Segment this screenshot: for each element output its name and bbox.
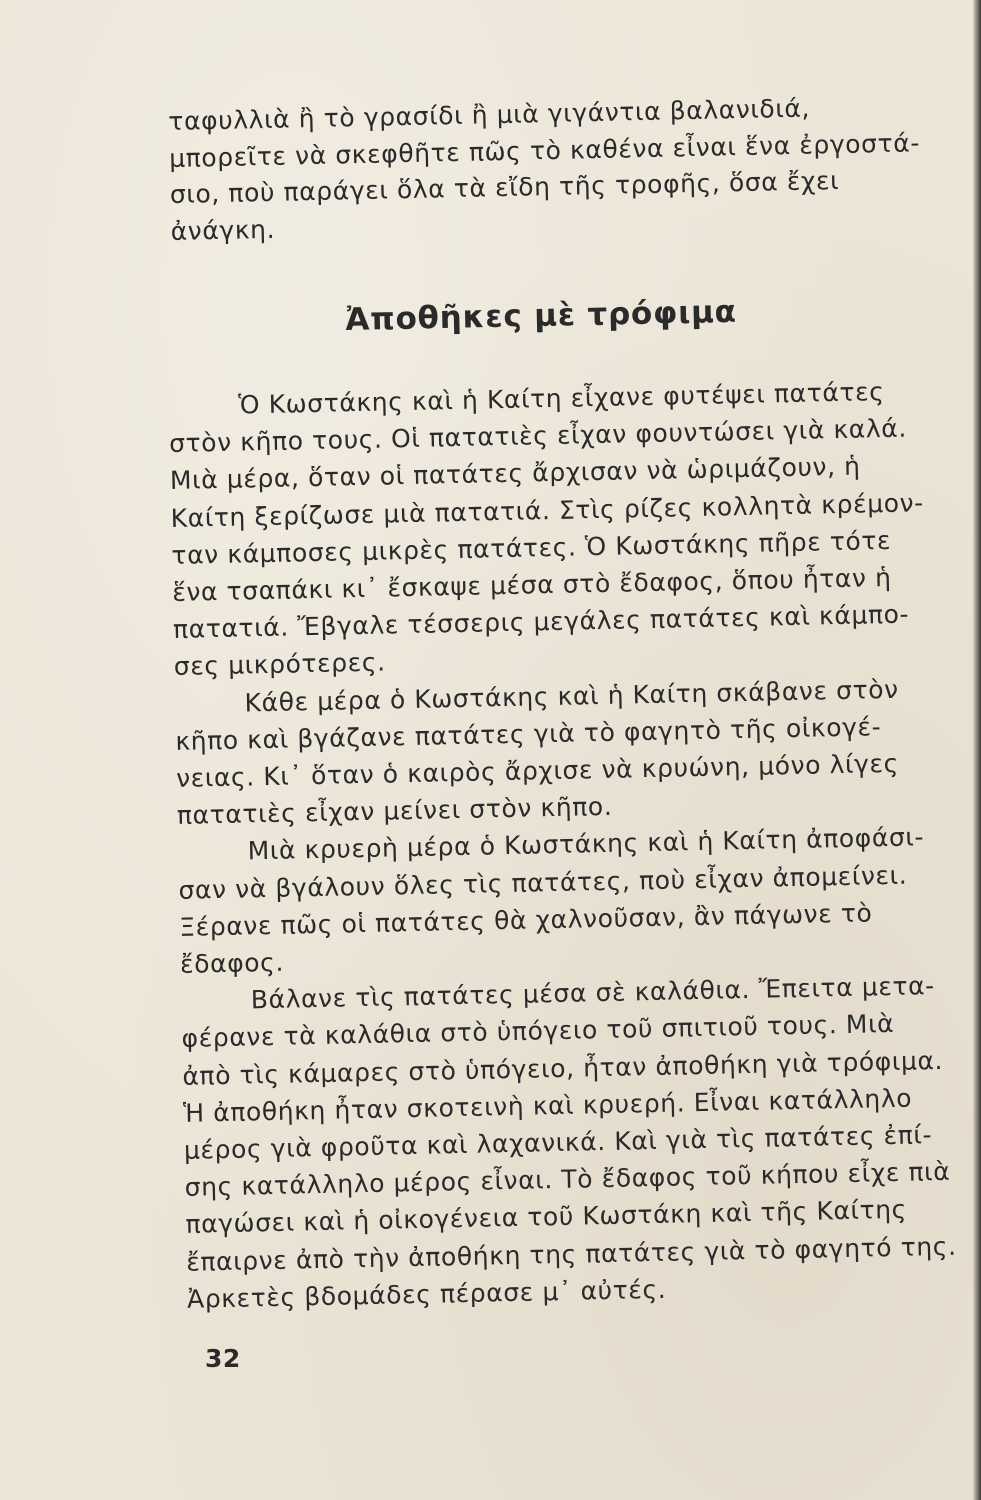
text-line: ἀνάγκη. (170, 214, 276, 246)
page-edge-shadow (973, 0, 981, 1500)
text-line: Μιὰ κρυερὴ μέρα ὁ Κωστάκης καὶ ἡ Καίτη ἀποφάσι- (247, 822, 925, 866)
body-text (168, 372, 957, 1318)
text-line: μπορεῖτε νὰ σκεφθῆτε πῶς τὸ καθένα εἶναι ἕνα ἐργοστά- (168, 127, 921, 173)
text-line: ταν κάμποσες μικρὲς πατάτες. Ὁ Κωστάκης πῆρε τότε (171, 525, 892, 570)
text-line: παγώσει καὶ ἡ οἰκογένεια τοῦ Κωστάκη καὶ τῆς Καίτης (185, 1195, 908, 1240)
text-line: πατατιά. Ἔβγαλε τέσσερις μεγάλες πατάτες καὶ κάμπο- (172, 599, 910, 645)
text-line: Ἀρκετὲς βδομάδες πέρασε μ᾽ αὐτές. (186, 1274, 667, 1314)
text-line: Ξέρανε πῶς οἱ πατάτες θὰ χαλνοῦσαν, ἂν πάγωνε τὸ (178, 898, 873, 942)
text-line: Βάλανε τὶς πατάτες μέσα σὲ καλάθια. Ἔπειτα μετα- (250, 971, 936, 1015)
text-line: ἀπὸ τὶς κάμαρες στὸ ὑπόγειο, ἦταν ἀποθήκη γιὰ τρόφιμα. (182, 1045, 944, 1091)
text-line: Ἡ ἀποθήκη ἦταν σκοτεινὴ καὶ κρυερή. Εἶναι κατάλληλο (182, 1083, 913, 1128)
text-line: ταφυλλιὰ ἢ τὸ γρασίδι ἢ μιὰ γιγάντια βαλανιδιά, (168, 93, 811, 136)
text-line: φέρανε τὰ καλάθια στὸ ὑπόγειο τοῦ σπιτιοῦ τους. Μιὰ (181, 1009, 895, 1054)
text-line: Μιὰ μέρα, ὅταν οἱ πατάτες ἄρχισαν νὰ ὡριμάζουν, ἡ (169, 451, 861, 496)
text-line: Κάθε μέρα ὁ Κωστάκης καὶ ἡ Καίτη σκάβανε στὸν (244, 674, 899, 718)
text-line: μέρος γιὰ φροῦτα καὶ λαχανικά. Καὶ γιὰ τὶς πατάτες ἐπί- (183, 1120, 933, 1165)
text-line: ἔδαφος. (179, 947, 285, 979)
intro-paragraph (168, 88, 931, 250)
page-number: 32 (205, 1344, 241, 1373)
text-line: ἕνα τσαπάκι κι᾽ ἔσκαψε μέσα στὸ ἔδαφος, ὅπου ἦταν ἡ (171, 562, 892, 607)
text-line: νειας. Κι᾽ ὅταν ὁ καιρὸς ἄρχισε νὰ κρυώνη, μόνο λίγες (175, 748, 900, 793)
section-heading: Ἀποθῆκες μὲ τρόφιμα (345, 293, 738, 338)
text-line: σαν νὰ βγάλουν ὅλες τὶς πατάτες, ποὺ εἶχαν ἀπομείνει. (178, 860, 908, 905)
text-line: σες μικρότερες. (173, 647, 386, 682)
text-line: Ὁ Κωστάκης καὶ ἡ Καίτη εἶχανε φυτέψει πατάτες (238, 377, 885, 420)
text-line: σης κατάλληλο μέρος εἶναι. Τὸ ἔδαφος τοῦ κήπου εἶχε πιὰ (184, 1157, 951, 1203)
text-line: Καίτη ξερίζωσε μιὰ πατατιά. Στὶς ρίζες κολλητὰ κρέμον- (170, 487, 925, 533)
text-line: στὸν κῆπο τους. Οἱ πατατιὲς εἶχαν φουντώσει γιὰ καλά. (168, 413, 908, 459)
text-line: σιο, ποὺ παράγει ὅλα τὰ εἴδη τῆς τροφῆς, ὅσα ἔχει (169, 166, 840, 210)
text-line: πατατιὲς εἶχαν μείνει στὸν κῆπο. (176, 792, 613, 831)
text-line: κῆπο καὶ βγάζανε πατάτες γιὰ τὸ φαγητὸ τῆς οἰκογέ- (175, 711, 882, 756)
text-line: ἔπαιρνε ἀπὸ τὴν ἀποθήκη της πατάτες γιὰ τὸ φαγητό της. (186, 1231, 957, 1277)
